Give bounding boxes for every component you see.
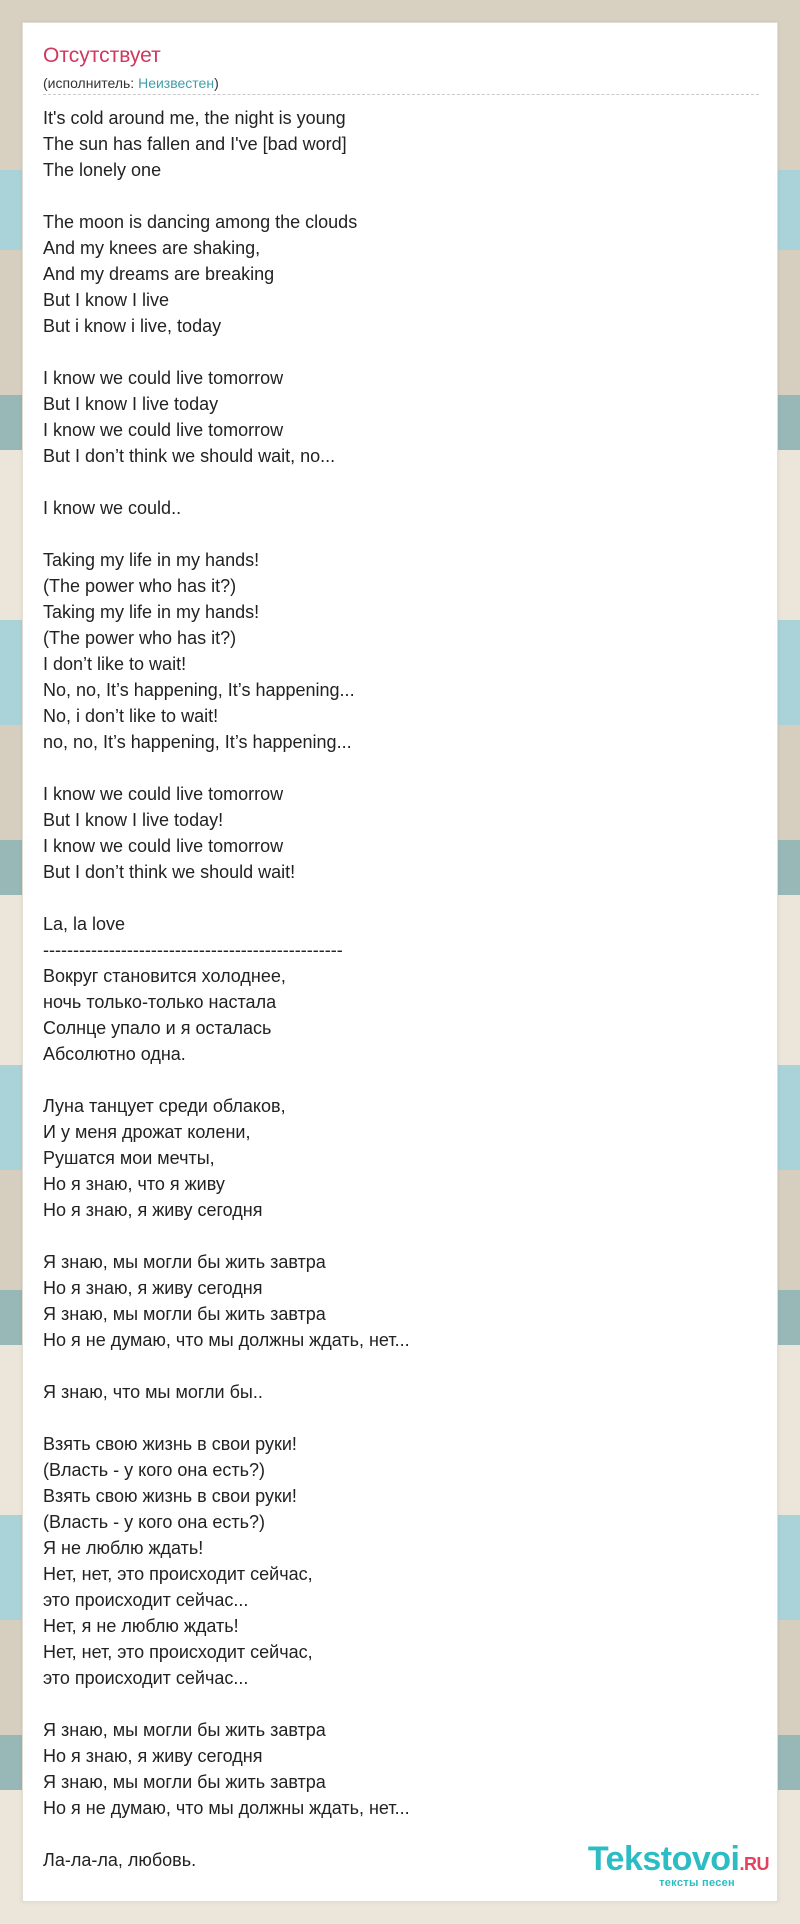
- lyrics-text: [43, 105, 759, 1873]
- lyrics-line: No, no, It’s happening, It’s happening...: [43, 680, 355, 700]
- lyrics-line: Я знаю, мы могли бы жить завтра: [43, 1252, 326, 1272]
- lyrics-blank-line: [43, 339, 759, 365]
- logo-wordmark: Tekstovoi: [587, 1840, 740, 1878]
- lyrics-line: But i know i live, today: [43, 316, 222, 336]
- lyrics-line: (Власть - у кого она есть?): [43, 1512, 266, 1532]
- lyrics-line: And my knees are shaking,: [43, 238, 261, 258]
- lyrics-line: Вокруг становится холоднее,: [43, 966, 286, 986]
- lyrics-blank-line: [43, 1353, 759, 1379]
- lyrics-line: But I know I live today!: [43, 810, 224, 830]
- lyrics-line: ночь только-только настала: [43, 992, 277, 1012]
- lyrics-line: Я знаю, мы могли бы жить завтра: [43, 1772, 326, 1792]
- artist-line: [43, 74, 219, 92]
- lyrics-line: But I don’t think we should wait, no...: [43, 446, 336, 466]
- lyrics-line: Но я не думаю, что мы должны ждать, нет...: [43, 1798, 410, 1818]
- lyrics-blank-line: [43, 1691, 759, 1717]
- lyrics-line: La, la love: [43, 914, 126, 934]
- lyrics-line: Взять свою жизнь в свои руки!: [43, 1434, 297, 1454]
- lyrics-line: (The power who has it?): [43, 576, 237, 596]
- logo-tagline: тексты песен: [659, 1877, 735, 1889]
- lyrics-blank-line: [43, 1405, 759, 1431]
- lyrics-line: I know we could..: [43, 498, 182, 518]
- lyrics-line: And my dreams are breaking: [43, 264, 275, 284]
- lyrics-line: Я знаю, мы могли бы жить завтра: [43, 1720, 326, 1740]
- lyrics-line: It's cold around me, the night is young: [43, 108, 346, 128]
- lyrics-line: Солнце упало и я осталась: [43, 1018, 272, 1038]
- lyrics-line: Рушатся мои мечты,: [43, 1148, 215, 1168]
- lyrics-blank-line: [43, 521, 759, 547]
- lyrics-line: Taking my life in my hands!: [43, 602, 260, 622]
- lyrics-line: I know we could live tomorrow: [43, 420, 284, 440]
- artist-suffix: ): [214, 75, 219, 91]
- title-divider: [43, 94, 759, 95]
- lyrics-line: The moon is dancing among the clouds: [43, 212, 358, 232]
- lyrics-line: I know we could live tomorrow: [43, 784, 284, 804]
- lyrics-line: The sun has fallen and I've [bad word]: [43, 134, 347, 154]
- lyrics-line: Нет, нет, это происходит сейчас,: [43, 1642, 313, 1662]
- site-logo[interactable]: [539, 1841, 769, 1891]
- lyrics-line: Я знаю, что мы могли бы..: [43, 1382, 263, 1402]
- lyrics-line: But I know I live today: [43, 394, 219, 414]
- lyrics-line: Луна танцует среди облаков,: [43, 1096, 286, 1116]
- lyrics-line: это происходит сейчас...: [43, 1590, 249, 1610]
- lyrics-blank-line: [43, 885, 759, 911]
- lyrics-blank-line: [43, 755, 759, 781]
- lyrics-line: Я не люблю ждать!: [43, 1538, 204, 1558]
- lyrics-line: I know we could live tomorrow: [43, 368, 284, 388]
- lyrics-blank-line: [43, 1223, 759, 1249]
- lyrics-line: Но я знаю, что я живу: [43, 1174, 225, 1194]
- lyrics-line: I don’t like to wait!: [43, 654, 187, 674]
- lyrics-line: Но я не думаю, что мы должны ждать, нет...: [43, 1330, 410, 1350]
- song-title: Отсутствует: [43, 44, 161, 67]
- lyrics-line: И у меня дрожат колени,: [43, 1122, 251, 1142]
- lyrics-line: --------------------------------------------------: [43, 940, 343, 960]
- lyrics-card: [22, 22, 778, 1902]
- logo-tld: .RU: [739, 1854, 769, 1874]
- artist-link[interactable]: Неизвестен: [138, 75, 215, 91]
- lyrics-line: Я знаю, мы могли бы жить завтра: [43, 1304, 326, 1324]
- lyrics-line: Taking my life in my hands!: [43, 550, 260, 570]
- lyrics-line: это происходит сейчас...: [43, 1668, 249, 1688]
- lyrics-line: Но я знаю, я живу сегодня: [43, 1278, 263, 1298]
- lyrics-line: Ла-ла-ла, любовь.: [43, 1850, 197, 1870]
- lyrics-line: But I know I live: [43, 290, 170, 310]
- lyrics-line: Взять свою жизнь в свои руки!: [43, 1486, 297, 1506]
- lyrics-line: I know we could live tomorrow: [43, 836, 284, 856]
- lyrics-line: (Власть - у кого она есть?): [43, 1460, 266, 1480]
- lyrics-line: Нет, нет, это происходит сейчас,: [43, 1564, 313, 1584]
- lyrics-line: Но я знаю, я живу сегодня: [43, 1746, 263, 1766]
- lyrics-blank-line: [43, 469, 759, 495]
- lyrics-line: no, no, It’s happening, It’s happening...: [43, 732, 352, 752]
- artist-prefix: (исполнитель:: [43, 75, 139, 91]
- lyrics-line: No, i don’t like to wait!: [43, 706, 219, 726]
- lyrics-line: The lonely one: [43, 160, 162, 180]
- logo-name: [588, 1841, 769, 1882]
- lyrics-blank-line: [43, 1067, 759, 1093]
- lyrics-line: Но я знаю, я живу сегодня: [43, 1200, 263, 1220]
- lyrics-line: Абсолютно одна.: [43, 1044, 186, 1064]
- lyrics-blank-line: [43, 183, 759, 209]
- lyrics-line: Нет, я не люблю ждать!: [43, 1616, 239, 1636]
- lyrics-line: (The power who has it?): [43, 628, 237, 648]
- lyrics-line: But I don’t think we should wait!: [43, 862, 296, 882]
